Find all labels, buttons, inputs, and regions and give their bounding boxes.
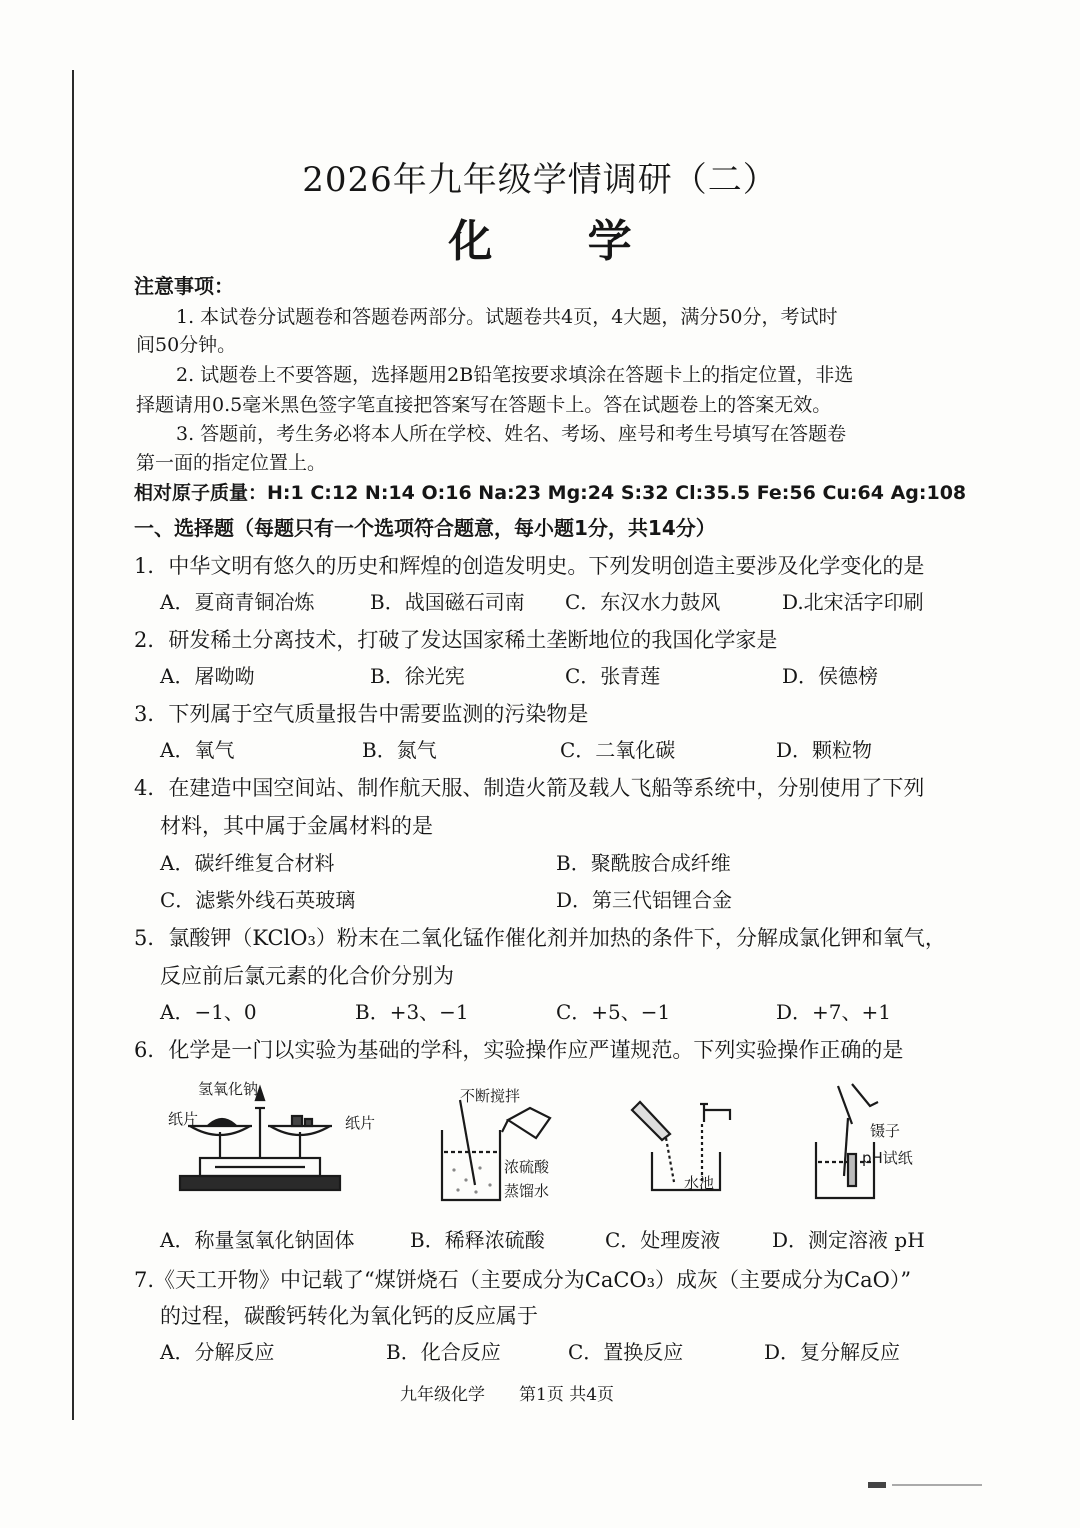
q2-option-c: C．张青莲 bbox=[565, 664, 661, 688]
q5-option-c: C．+5、−1 bbox=[556, 1000, 671, 1024]
q1-option-c: C．东汉水力鼓风 bbox=[565, 590, 721, 614]
question-7-stem: 7.《天工开物》中记载了“煤饼烧石（主要成分为CaCO₃）成灰（主要成分为CaO）” bbox=[134, 1268, 912, 1292]
q6-option-a: A．称量氢氧化钠固体 bbox=[160, 1228, 355, 1252]
notice-line: 1. 本试卷分试题卷和答题卷两部分。试题卷共4页，4大题，满分50分，考试时 bbox=[176, 306, 838, 328]
question-7-stem-cont: 的过程，碳酸钙转化为氧化钙的反应属于 bbox=[160, 1304, 538, 1328]
q3-option-d: D．颗粒物 bbox=[776, 738, 873, 762]
label-naoh: 氢氧化钠 bbox=[198, 1080, 259, 1098]
question-3-stem: 3．下列属于空气质量报告中需要监测的污染物是 bbox=[134, 702, 589, 726]
q6-option-b: B．稀释浓硫酸 bbox=[410, 1228, 545, 1252]
q3-option-c: C．二氧化碳 bbox=[560, 738, 676, 762]
ph-test-figure bbox=[808, 1076, 918, 1206]
label-paper-left: 纸片 bbox=[168, 1110, 199, 1128]
label-paper-right: 纸片 bbox=[345, 1114, 376, 1132]
q7-option-b: B．化合反应 bbox=[386, 1340, 501, 1364]
q2-option-b: B．徐光宪 bbox=[370, 664, 465, 688]
notice-line: 3. 答题前，考生务必将本人所在学校、姓名、考场、座号和考生号填写在答题卷 bbox=[176, 423, 847, 445]
q4-option-a: A．碳纤维复合材料 bbox=[160, 851, 335, 875]
label-stir: 不断搅拌 bbox=[460, 1087, 521, 1105]
corner-mark bbox=[868, 1480, 988, 1490]
q7-option-a: A．分解反应 bbox=[160, 1340, 275, 1364]
notice-line: 间50分钟。 bbox=[136, 334, 237, 356]
notice-line: 2. 试题卷上不要答题，选择题用2B铅笔按要求填涂在答题卡上的指定位置，非选 bbox=[176, 364, 854, 386]
q5-option-b: B．+3、−1 bbox=[355, 1000, 469, 1024]
page-title: 2026年九年级学情调研（二） bbox=[302, 160, 778, 200]
page-margin-line bbox=[72, 70, 74, 1420]
q7-option-d: D．复分解反应 bbox=[764, 1340, 901, 1364]
q4-option-b: B．聚酰胺合成纤维 bbox=[556, 851, 731, 875]
q5-option-d: D．+7、+1 bbox=[776, 1000, 891, 1024]
label-ph-paper: pH试纸 bbox=[862, 1149, 913, 1167]
q3-option-b: B．氮气 bbox=[362, 738, 437, 762]
q3-option-a: A．氧气 bbox=[160, 738, 235, 762]
question-6-stem: 6．化学是一门以实验为基础的学科，实验操作应严谨规范。下列实验操作正确的是 bbox=[134, 1038, 904, 1062]
notice-line: 择题请用0.5毫米黑色签字笔直接把答案写在答题卡上。答在试题卷上的答案无效。 bbox=[136, 394, 832, 416]
q4-option-d: D．第三代铝锂合金 bbox=[556, 888, 733, 912]
question-5-stem: 5．氯酸钾（KClO₃）粉末在二氧化锰作催化剂并加热的条件下，分解成氯化钾和氧气， bbox=[134, 926, 946, 950]
label-tweezers: 镊子 bbox=[870, 1122, 901, 1140]
q1-option-d: D.北宋活字印刷 bbox=[782, 590, 924, 614]
subject-title: 化 学 bbox=[448, 216, 672, 267]
question-5-stem-cont: 反应前后氯元素的化合价分别为 bbox=[160, 964, 454, 988]
label-h2so4: 浓硫酸 bbox=[504, 1158, 550, 1176]
atomic-mass-line: 相对原子质量：H:1 C:12 N:14 O:16 Na:23 Mg:24 S:32 Cl:35.5 Fe:56 Cu:64 Ag:108 bbox=[134, 482, 967, 504]
label-sink: 水池 bbox=[684, 1174, 715, 1192]
q5-option-a: A．−1、0 bbox=[160, 1000, 257, 1024]
q2-option-d: D．侯德榜 bbox=[782, 664, 879, 688]
q1-option-b: B．战国磁石司南 bbox=[370, 590, 525, 614]
label-water: 蒸馏水 bbox=[504, 1182, 550, 1200]
question-2-stem: 2．研发稀土分离技术，打破了发达国家稀土垄断地位的我国化学家是 bbox=[134, 628, 778, 652]
question-1-stem: 1．中华文明有悠久的历史和辉煌的创造发明史。下列发明创造主要涉及化学变化的是 bbox=[134, 554, 925, 578]
q6-option-d: D．测定溶液 pH bbox=[772, 1228, 925, 1252]
q4-option-c: C．滤紫外线石英玻璃 bbox=[160, 888, 356, 912]
q2-option-a: A．屠呦呦 bbox=[160, 664, 255, 688]
balance-scale-figure bbox=[160, 1078, 370, 1203]
page-footer: 九年级化学 第1页 共4页 bbox=[400, 1385, 615, 1405]
q6-option-c: C．处理废液 bbox=[605, 1228, 721, 1252]
question-4-stem: 4．在建造中国空间站、制作航天服、制造火箭及载人飞船等系统中，分别使用了下列 bbox=[134, 776, 925, 800]
q1-option-a: A．夏商青铜冶炼 bbox=[160, 590, 315, 614]
q7-option-c: C．置换反应 bbox=[568, 1340, 684, 1364]
notice-line: 第一面的指定位置上。 bbox=[136, 452, 327, 474]
notice-title: 注意事项： bbox=[134, 274, 234, 298]
question-4-stem-cont: 材料，其中属于金属材料的是 bbox=[160, 814, 433, 838]
section-heading: 一、选择题（每题只有一个选项符合题意，每小题1分，共14分） bbox=[134, 516, 716, 540]
